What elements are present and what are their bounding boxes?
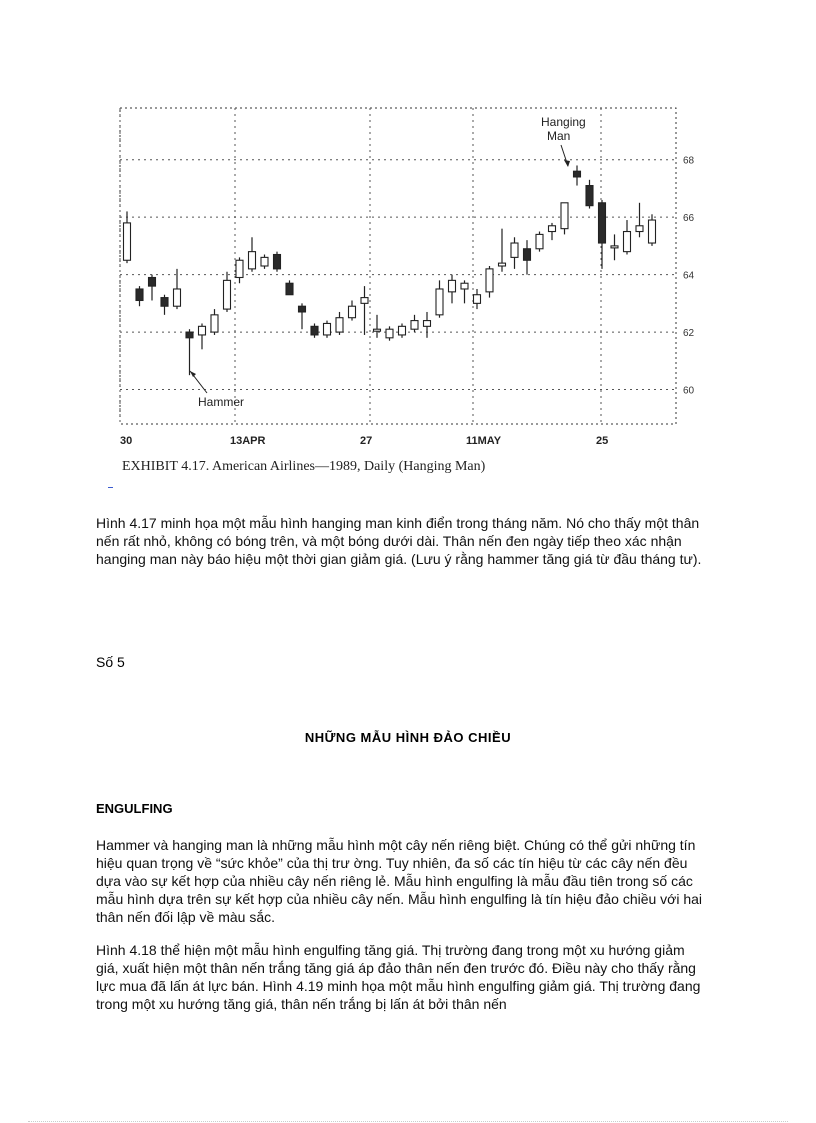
hammer-label: Hammer	[198, 395, 245, 409]
candle	[324, 321, 331, 338]
candle-body	[324, 323, 331, 334]
candle-body	[461, 283, 468, 289]
candle-body	[561, 203, 568, 229]
hanging-man-label-line1: Hanging	[541, 115, 586, 129]
candle-body	[574, 171, 581, 177]
paragraph-1: Hình 4.17 minh họa một mẫu hình hanging man kinh điển trong tháng năm. Nó cho thấy một thân nến rất nhỏ, không có bóng trên, và một bóng dưới dài. Thân nến đen ngày tiếp theo xác nhận hanging man này báo hiệu một thời gian giảm giá. (Lưu ý rằng hammer tăng giá từ đầu tháng tư).	[96, 515, 702, 567]
candle-body	[524, 249, 531, 260]
candle-body	[386, 329, 393, 338]
hanging-man-label-line2: Man	[547, 129, 571, 143]
candle-body	[611, 246, 618, 248]
candle-body	[399, 326, 406, 335]
candle-body	[174, 289, 181, 306]
x-tick-label: 30	[120, 435, 133, 447]
subheading-engulfing: ENGULFING	[96, 801, 173, 816]
figure-caption: EXHIBIT 4.17. American Airlines—1989, Daily (Hanging Man)	[122, 459, 486, 474]
x-tick-label: 25	[596, 435, 609, 447]
candle-body	[336, 318, 343, 332]
candle-body	[511, 243, 518, 257]
candle-body	[136, 289, 143, 300]
candle-body	[586, 186, 593, 206]
candle-body	[249, 252, 256, 269]
section-heading: NHỮNG MẪU HÌNH ĐẢO CHIỀU	[304, 730, 512, 745]
candle-body	[549, 226, 556, 232]
x-tick-label: 11MAY	[466, 435, 502, 447]
y-tick-label: 64	[683, 270, 695, 282]
paragraph-3: Hình 4.18 thể hiện một mẫu hình engulfing tăng giá. Thị trường đang trong một xu hướng giảm giá, xuất hiện một thân nến trắng tăng giá áp đảo thân nến đen trước đó. Điều này cho thấy rằng lực mua đã lấn át lực bán. Hình 4.19 minh họa một mẫu hình engulfing giảm giá. Thị trường đang trong một xu hướng tăng giá, thân nến trắng bị lấn át bởi thân nến	[96, 942, 701, 1012]
candle-body	[436, 289, 443, 315]
paragraph-2: Hammer và hanging man là những mẫu hình một cây nến riêng biệt. Chúng có thể gửi những tín hiệu quan trọng về “sức khỏe” của thị trư ờng. Tuy nhiên, đa số các tín hiệu từ các cây nến đều dựa vào sự kết hợp của nhiều cây nến riêng lẻ. Mẫu hình engulfing là mẫu đầu tiên trong số các mẫu hình dựa trên sự kết hợp của nhiều cây nến. Mẫu hình engulfing là tín hiệu đảo chiều với hai thân nến đối lập về màu sắc.	[96, 837, 703, 925]
candle-body	[199, 326, 206, 335]
candle	[536, 232, 543, 252]
candle-body	[261, 257, 268, 266]
candle-body	[299, 306, 306, 312]
candle-body	[636, 226, 643, 232]
candlestick-chart	[108, 100, 708, 485]
candle-body	[486, 269, 493, 292]
x-ticks	[120, 435, 608, 447]
candle-body	[286, 283, 293, 294]
candle-body	[224, 280, 231, 309]
candle-body	[161, 298, 168, 307]
candle-body	[649, 220, 656, 243]
candle-body	[149, 277, 156, 286]
candle-body	[311, 326, 318, 335]
candle-body	[124, 223, 131, 260]
candle-body	[236, 260, 243, 277]
link-marker	[108, 487, 113, 488]
candle-body	[474, 295, 481, 304]
candle-body	[349, 306, 356, 317]
candle	[274, 252, 281, 272]
y-tick-label: 66	[683, 213, 695, 225]
plot-frame	[120, 108, 676, 424]
y-ticks	[683, 156, 695, 397]
y-tick-label: 60	[683, 385, 695, 397]
section-number: Số 5	[96, 654, 125, 670]
y-tick-label: 62	[683, 328, 695, 340]
candle-body	[186, 332, 193, 338]
candle-body	[599, 203, 606, 243]
candle-body	[274, 255, 281, 269]
candle-body	[536, 234, 543, 248]
candle-body	[361, 298, 368, 304]
footer-divider	[28, 1121, 788, 1122]
candle-body	[374, 329, 381, 331]
x-tick-label: 27	[360, 435, 373, 447]
chart-svg	[108, 100, 708, 485]
candle-body	[499, 263, 506, 266]
x-tick-label: 13APR	[230, 435, 266, 447]
candle-body	[424, 321, 431, 327]
candle-body	[411, 321, 418, 330]
candle-body	[211, 315, 218, 332]
candle-body	[624, 232, 631, 252]
y-tick-label: 68	[683, 155, 695, 167]
candle-body	[449, 280, 456, 291]
